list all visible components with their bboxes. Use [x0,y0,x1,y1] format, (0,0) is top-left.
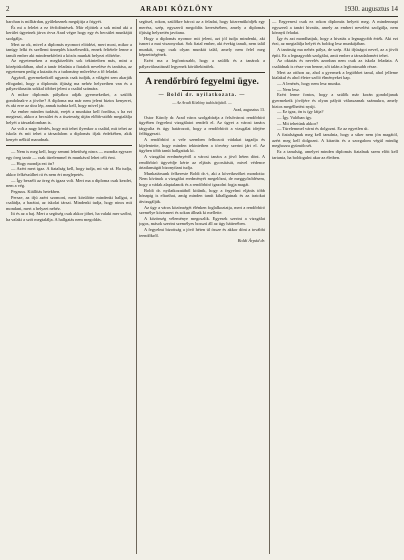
paragraph: Ezért ma a legfontosabb, hogy a szülők és a tanárok a pályaválasztásnál legyenek körültekintőek. [139,58,265,69]
paragraph: Az ember minden tudását, erejét a munkára kell fordítsa, s ha ezt megteszi, akkor a becsület és a tisztesség útján előbb-utóbb megtalálja helyét a társadalomban is. [6,108,132,125]
paragraph: A fegyelmi bizottság a jövő héten ül össze és akkor dönt a további teendőkről. [139,227,265,238]
article-top-rule [139,72,265,73]
paragraph: — Így. Valóban így. [277,114,313,120]
paragraph: — A lenézés, hogy nem lesz munka. [277,80,341,86]
page-header [6,4,398,15]
paragraph: barchan is milliárdan, gyűlekeznek megújitja a frigyét. [6,19,103,24]
paragraph: — Nem is meg kell, hogy semmi lehetőség nincs — mondta egyszer egy öreg tanár — csak türelemmel és munkával lehet célt érni. [6,149,132,160]
header-rule [6,16,398,17]
paragraph: — Így beszélt az öreg és igaza volt. Mert ma a diploma csak kezdet, nem a vég. [6,177,132,189]
paragraph: A közönség véleménye megoszlik. Egyesek szerint a vizsgálat jogos, mások szerint személyes bosszú áll az ügy hátterében. [139,215,265,227]
paragraph: segítsel, rokon, szülőkre bárcsi az a feladat, hogy közreműködjék egy merész, szép, egyszerű megoldás keresésében, amely a diplomás ifjúság helyzetén javítana. [139,19,265,36]
issue-date: 1930. augusztus 14 [344,5,398,13]
paragraph: — Mit tehetünk akkor? [277,120,319,126]
paragraph: Az egyetemeken a megközelítés sok tekintetben más, mint a középiskolában, ahol a tanár feladata a fiatalok nevelése és tanítása, az egyetemen pedig a kutatás és a tudomány művelése a fő feladat. [6,58,132,75]
paragraph: Ez a tanulság, amelyet minden diplomás fiatalnak szem előtt kell tartania, ha boldogulni akar az életben. [272,149,398,160]
article-dateline: Arad, augusztus 13. [233,107,265,113]
paragraph: Itt és az a baj. Mert a segítség csak akkor jöhet, ha valaki mer szólni, ha valaki a szót megtalálja. A hallgatás nem megoldás. [6,211,132,223]
paragraph: Ostor Károly dr. Arad város szolgabírája a felsővárosi rendőrbíró ügyében fegyelmi vizsgálatot rendelt el. Az ügyet a városi tanács tárgyalta és úgy határozott, hogy a rendőrbírót a vizsgálat idejére felfüggeszti. [139,114,265,137]
paragraph: — Türelemmel várni és dolgozni. Ez az egyetlen út. [277,126,369,132]
paragraph: — Nem lesz. [277,86,301,92]
article-source: — Az Aradi Közlöny tudósítójától. — [172,100,232,106]
paragraph: A fiatalságnak meg kell tanulnia, hogy a siker nem jön magától, azért meg kell dolgozni. A kitartás és a szorgalom végül mindig meghozza gyümölcsét. [272,132,398,149]
article-title: A rendőrbíró fegyelmi ügye. [145,77,259,88]
newspaper-title: ARADI KÖZLÖNY [140,5,214,13]
column-1 [6,19,132,554]
paragraph: Pegasus. Kiállítás hetekben. [11,188,61,194]
paragraph: Az volt a nagy kérdés, hogy mit tehet ilyenkor a család, mit tehet az iskola és mit tehet a társadalom a diplomás ifjak érdekében, akik kenyér nélkül maradnak. [6,125,132,142]
paragraph: Agyáról, gyermekeikről ugyanis csak tudják, a világért sem akarják elfogadni, hogy a diplomás ifjúság ma nehéz helyzetben van és a pályaválasztás sokkal többet jelent a család számára. [6,75,132,92]
paragraph: Persze, az ifjú azért szomorú, mert körülötte mindenki hallgat, a családja, a barátai, az iskolai társai. Mindenki tudja, hogy nincs mit mondani, mert a helyzet nehéz. [6,194,132,211]
title-underline [182,90,222,91]
paragraph: Mert az otthon az, ahol a gyermek a legtöbbet tanul, ahol jelleme kialakul és ahol életre szóló élményeket kap. [272,69,398,81]
paragraph: — Ez igaz, ön is így látja? [277,109,324,115]
section-rule [6,145,132,146]
paragraph: — Azért mert igaz. A fiatalság kell, hogy tudja, mi vár rá. Ha tudja, akkor felkészülhet rá és nem éri meglepetés. [6,166,132,177]
paragraph: Az ügy a város közönségét élénken foglalkoztatja, mert a rendőrbíró személye közismert és sokan állnak ki mellette. [139,204,265,216]
paragraph: A tanárság ma nehéz pálya, de szép. Aki ifjúságot nevel, az a jövőt építi. Ez a legnagyobb szolgálat, amit ember a társadalomért tehet. [272,47,398,58]
article-subtitle: — Boldi dr. nyilatkozata. — [158,93,246,99]
paragraph: És mi a felelet a ez férfidöntések. Már eljöttek a sok mind aki a kerület ügyeinek járva óvva Arad végre hogy egy és becsület munkáját szolgálja. [6,24,132,41]
column-separator-1 [136,19,137,554]
paragraph: Hogy a diplomás nyomor mit jelent, azt jól tudja mindenki, aki ismeri a mai viszonyokat. Sok fiatal ember, aki évekig tanult, nem talál munkát, vagy csak olyan munkát talál, amely nem felel meg képzettségének. [139,35,265,58]
paragraph: — Eegyenesí csak ez rokon diplomás helyeit meg. A mindennapi egyszerű a tanári hivatás, amely az emberi nevelést szolgálja, nem könnyű feladat. [272,19,398,36]
paragraph: A vizsgálat eredményéről a városi tanács a jövő héten dönt. A rendőrbíró ügyvédje kérte az eljárás gyorsítását, mivel védence ártatlanságát bizonyítani tudja. [139,154,265,171]
paragraph: Boldi dr. nyilatkozatából kitűnik, hogy a fegyelmi eljárás több hónapig is eltarthat, amíg minden tanút kihallgatnak és az iratokat átvizsgálják. [139,187,265,204]
article-signature: Boldi Árpád dr. [237,238,265,244]
paragraph: A mikor diplomás pályákra adják gyermekeiket, a szülők gondolnak-e a jövőre? A diploma ma már nem jelent biztos kenyeret, és aki erre az útra lép, annak tudnia kell, hogy mivel jár. [6,92,132,109]
paragraph: Így és azt mondhatjuk, hogy a hivatás a legnagyobb érték. Aki ezt érzi, az megtalálja helyét és boldog lesz munkájában. [272,35,398,47]
paragraph: A rendőrbíró a vele szemben felhozott vádakat tagadja és kijelentette, hogy minden tekintetben a törvény szerint járt el. Az ügyben több tanút hallgattak ki. [139,137,265,154]
paragraph: Munkatársunk felkereste Boldi dr.-t, aki a következőket mondotta: Nem kívánok a vizsgálat eredményét megelőzni, de meggyőződésem, hogy a vádak alaptalanok és a rendőrbíró igazolni fogja magát. [139,170,265,187]
column-2 [139,19,265,554]
paragraph: Mert az ok, mivel a diplomás nyomort elöidézi, mert most, mikor a tanügy lelki és szellemi ünneplés kiszélesedik, ennek feltétele lenne a tanult ember aki mindenekfelett a közös munkát helyezi előtérbe. [6,41,132,58]
paragraph: Ezért lenne fontos, hogy a szülők már korán gondoljanak gyermekeik jövőjére és olyan pályát válasszanak számukra, amely biztos megélhetést nyújt. [272,92,398,109]
paragraph: — Hogy mondja ezt ön? [11,160,55,166]
column-3 [272,19,398,554]
page-number: 2 [6,5,10,13]
paragraph: Az oktatás és nevelés azonban nem csak az iskola feladata. A családnak is része van benne, sőt talán a legfontosabb része. [272,58,398,69]
column-separator-2 [269,19,270,554]
